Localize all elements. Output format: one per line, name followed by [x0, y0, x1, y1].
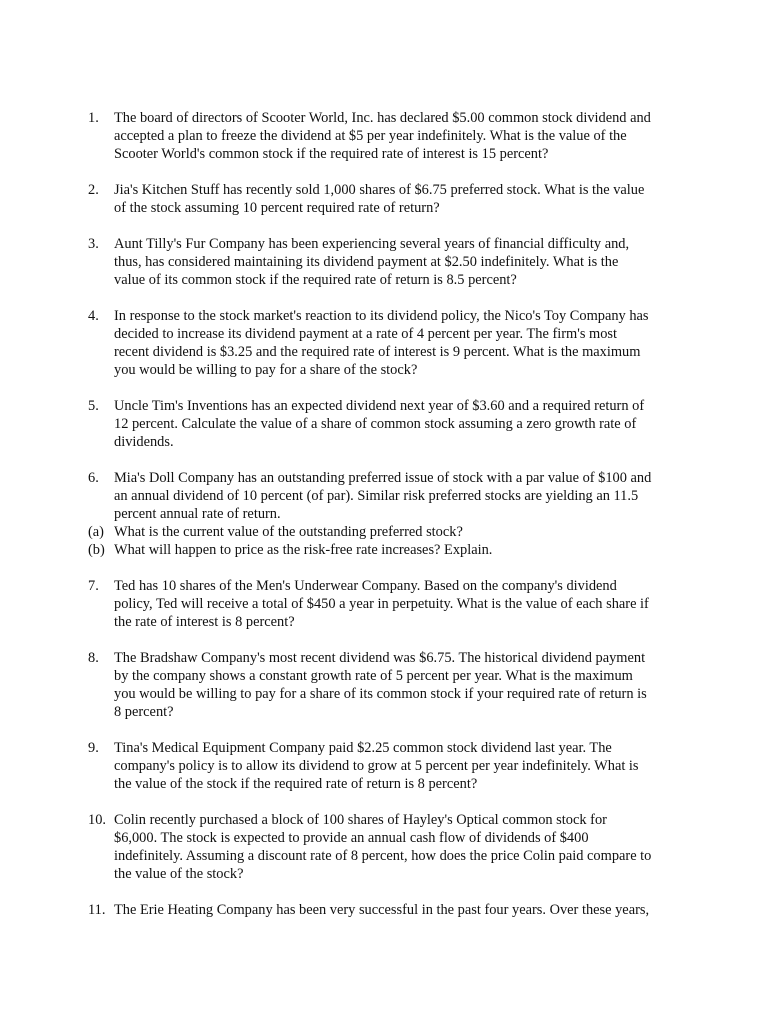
question-number: 9.	[88, 740, 99, 756]
question-text: Tina's Medical Equipment Company paid $2.25 common stock dividend last year. The company's policy is to allow its dividend to grow at 5 percent per year indefinitely. What is the value of the stock if the required rate of return is 8 percent?	[114, 740, 639, 792]
question-number: 8.	[88, 650, 99, 666]
question-number: 4.	[88, 308, 99, 324]
question-item	[88, 649, 694, 721]
question-text: Colin recently purchased a block of 100 shares of Hayley's Optical common stock for $6,000. The stock is expected to provide an annual cash flow of dividends of $400 indefinitely. Assuming a discount rate of 8 percent, how does the price Colin paid compare to the value of the stock?	[114, 812, 652, 882]
sub-question-label: (b)	[88, 542, 105, 558]
question-number: 7.	[88, 578, 99, 594]
question-text: In response to the stock market's reaction to its dividend policy, the Nico's Toy Company has decided to increase its dividend payment at a rate of 4 percent per year. The firm's most recent dividend is $3.25 and the required rate of interest is 9 percent. What is the maximum you would be willing to pay for a share of the stock?	[114, 308, 649, 378]
question-text: Mia's Doll Company has an outstanding preferred issue of stock with a par value of $100 and an annual dividend of 10 percent (of par). Similar risk preferred stocks are yielding an 11.5 percent annual rate of return.	[114, 470, 652, 522]
question-text: The Bradshaw Company's most recent dividend was $6.75. The historical dividend payment by the company shows a constant growth rate of 5 percent per year. What is the maximum you would be willing to pay for a share of its common stock if your required rate of return is 8 percent?	[114, 650, 647, 720]
sub-question-text: What will happen to price as the risk-free rate increases? Explain.	[114, 542, 493, 558]
question-number: 1.	[88, 110, 99, 126]
question-item	[88, 469, 694, 523]
question-item	[88, 235, 694, 289]
question-number: 6.	[88, 470, 99, 486]
question-number: 10.	[88, 812, 106, 828]
sub-question-label: (a)	[88, 524, 104, 540]
question-item	[88, 739, 694, 793]
question-text: Uncle Tim's Inventions has an expected dividend next year of $3.60 and a required return of 12 percent. Calculate the value of a share of common stock assuming a zero growth rate of dividends.	[114, 398, 645, 450]
question-text: Aunt Tilly's Fur Company has been experiencing several years of financial difficulty and, thus, has considered maintaining its dividend payment at $2.50 indefinitely. What is the value of its common stock if the required rate of return is 8.5 percent?	[114, 236, 630, 288]
question-number: 3.	[88, 236, 99, 252]
question-text: The board of directors of Scooter World, Inc. has declared $5.00 common stock dividend and accepted a plan to freeze the dividend at $5 per year indefinitely. What is the value of the Scooter World's common stock if the required rate of interest is 15 percent?	[114, 110, 651, 162]
question-number: 11.	[88, 902, 106, 918]
question-list	[88, 109, 694, 937]
sub-question	[88, 541, 694, 559]
question-item	[88, 181, 694, 217]
sub-question-text: What is the current value of the outstanding preferred stock?	[114, 524, 463, 540]
question-item	[88, 811, 694, 883]
question-text: Ted has 10 shares of the Men's Underwear Company. Based on the company's dividend policy, Ted will receive a total of $450 a year in perpetuity. What is the value of each share if the rate of interest is 8 percent?	[114, 578, 649, 630]
question-item	[88, 901, 694, 919]
question-item	[88, 307, 694, 379]
question-number: 5.	[88, 398, 99, 414]
question-item	[88, 577, 694, 631]
question-item	[88, 397, 694, 451]
question-number: 2.	[88, 182, 99, 198]
sub-question	[88, 523, 694, 541]
question-text: The Erie Heating Company has been very successful in the past four years. Over these years,	[114, 902, 650, 918]
question-text: Jia's Kitchen Stuff has recently sold 1,000 shares of $6.75 preferred stock. What is the value of the stock assuming 10 percent required rate of return?	[114, 182, 645, 216]
question-item	[88, 109, 694, 163]
